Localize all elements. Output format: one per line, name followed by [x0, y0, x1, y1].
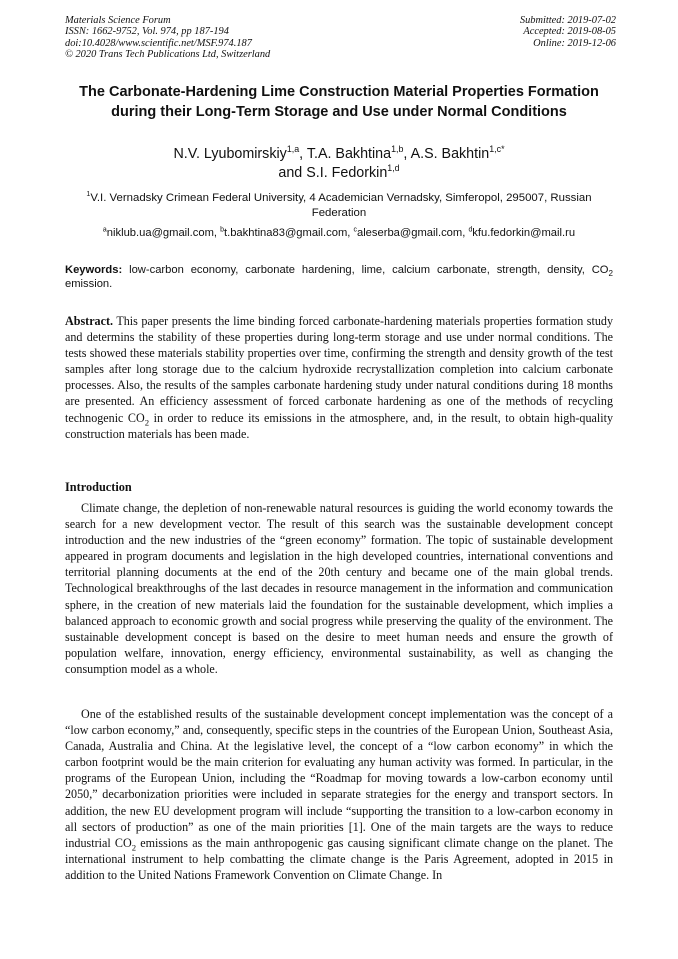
keywords-label: Keywords: — [65, 264, 123, 276]
journal-copyright: © 2020 Trans Tech Publications Ltd, Switzerland — [65, 49, 271, 61]
abstract-label: Abstract. — [65, 314, 114, 328]
email-mark: d — [468, 226, 473, 234]
author-name: and S.I. Fedorkin — [278, 164, 388, 181]
intro-paragraph-text: One of the established results of the sustainable development concept implementation was the concept of a “low carbon economy,” and, consequently, specific steps in the countries of the European Union, Southeast Asia, Canada, Australia and China. At the legislative level, the concept of a “low carbon economy” in which the carbon footprint would be the main criterion for evaluating any human activity was formed. In particular, in the programs of the European Union, including the “Roadmap for moving towards a low-carbon economy until 2050,” decarbonization priorities were included in separate strategies for the energy and transport sectors. In addition, the new EU development program will include “supporting the transition to a low-carbon economy in all sectors of production” as one of the main priorities [1]. One of the main targets are the ways to reduce industrial CO — [65, 707, 613, 850]
submission-dates — [520, 15, 616, 49]
author-affiliation-mark: 1,b — [391, 144, 404, 155]
keywords — [65, 264, 613, 292]
journal-name: Materials Science Forum — [65, 15, 171, 26]
intro-paragraph-text-end: emissions as the main anthropogenic gas causing significant climate change on the planet. The international instrument to help combatting the climate change is the Paris Agreement, adopted in 2015 in addition to the United Nations Framework Convention on Climate Change. In — [65, 835, 613, 882]
email-mark: a — [102, 226, 107, 234]
abstract-subscript: 2 — [144, 416, 150, 427]
journal-doi: doi:10.4028/www.scientific.net/MSF.974.187 — [65, 37, 252, 49]
paper-title: The Carbonate-Hardening Lime Construction Material Properties Formation during their Long-Term Storage and Use under Normal Conditions — [79, 84, 599, 120]
email-link[interactable]: aleserba@gmail.com — [356, 227, 463, 239]
intro-paragraph — [65, 706, 613, 883]
author-separator: , — [403, 146, 411, 162]
email-mark: c — [353, 226, 357, 234]
journal-issn: ISSN: 1662-9752, Vol. 974, pp 187-194 — [65, 26, 229, 38]
author-affiliation-mark: 1,c* — [489, 144, 505, 155]
keywords-text: low-carbon economy, carbonate hardening, lime, calcium carbonate, strength, density, CO — [122, 264, 609, 276]
email-separator: , — [462, 227, 469, 239]
author-affiliation-mark: 1,a — [286, 144, 300, 155]
author-separator: , — [299, 146, 307, 162]
author-name: N.V. Lyubomirskiy — [173, 146, 287, 162]
intro-subscript: 2 — [131, 842, 137, 853]
abstract-text-end: in order to reduce its emissions in the atmosphere, and, in the result, to obtain high-quality construction materials has been made. — [65, 410, 614, 441]
email-separator: , — [347, 227, 354, 239]
online-date: Online: 2019-12-06 — [533, 37, 616, 49]
email-separator: , — [213, 227, 221, 239]
intro-paragraph: Climate change, the depletion of non-renewable natural resources is guiding the world economy towards the search for a new development vector. The result of this search was the sustainable development concept introduction and the new industries of the “green economy” formation. The topic of sustainable development appeared in program documents and legislation in the high developed countries, international conventions and territorial planning documents at the end of the 20th century and became one of the main global trends. Technological breakthroughs of the last decades in resource management in the information and communication sphere, in the creation of new materials laid the foundation for the sustainable development, which implies a balanced approach to economic growth and social progress while preserving the quality of the environment. The sustainable development concept is based on the desire to meet human needs and ensure the growth of population welfare, innovation, energy efficiency, environmental sustainability, as well as changing the consumption model as a whole. — [65, 501, 613, 676]
email-link[interactable]: niklub.ua@gmail.com — [106, 227, 214, 239]
author-affiliation-mark: 1,d — [387, 162, 400, 173]
email-link[interactable]: kfu.fedorkin@mail.ru — [472, 227, 576, 239]
affiliation — [65, 191, 613, 220]
keywords-subscript: 2 — [608, 269, 613, 279]
journal-info — [65, 15, 270, 61]
affiliation-text: V.I. Vernadsky Crimean Federal University, 4 Academician Vernadsky, Simferopol, 295007, Russian Federation — [90, 192, 592, 219]
accepted-date: Accepted: 2019-08-05 — [523, 26, 616, 38]
author-name: A.S. Bakhtin — [410, 146, 490, 162]
section-heading-introduction: Introduction — [65, 480, 132, 494]
email-mark: b — [220, 226, 224, 234]
author-name: T.A. Bakhtina — [306, 146, 392, 162]
author-list — [65, 145, 613, 182]
affiliation-mark: 1 — [86, 191, 91, 199]
submitted-date: Submitted: 2019-07-02 — [519, 15, 616, 26]
email-link[interactable]: t.bakhtina83@gmail.com — [223, 227, 348, 239]
abstract — [65, 313, 613, 442]
author-emails — [65, 226, 613, 240]
keywords-tail: emission. — [65, 277, 113, 290]
abstract-text: This paper presents the lime binding forced carbonate-hardening materials properties formation study and determins the stability of these properties during long-term storage and use under normal conditions. The tests showed these materials stability properties over time, confirming the strength and density growth of the test samples after long storage due to the calcium hydroxide recrystallization completion into calcium carbonate processes. Also, the results of the samples carbonate hardening study under natural conditions during 18 months are presented. An efficiency assessment of forced carbonate hardening as one of the methods of recycling technogenic CO — [65, 314, 613, 425]
